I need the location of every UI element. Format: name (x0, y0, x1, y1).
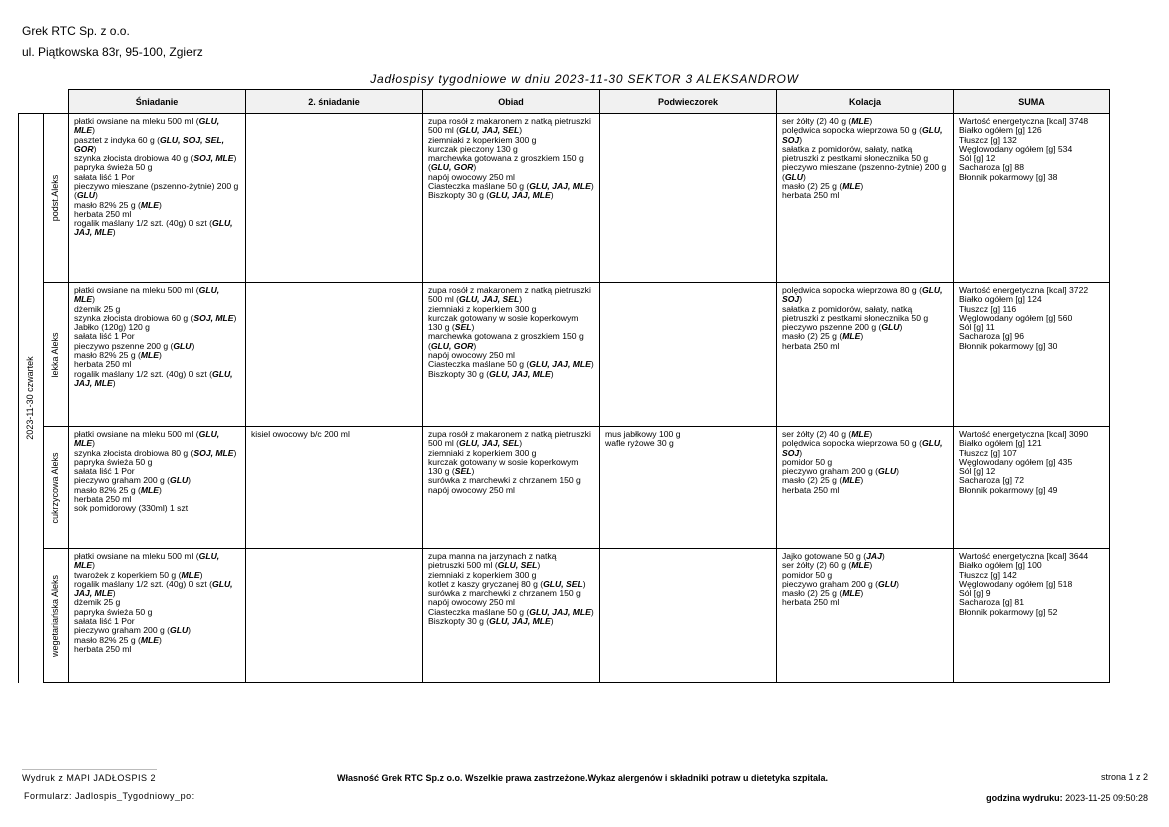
menu-item: pasztet z indyka 60 g (GLU, SOJ, SEL, GOR) (74, 134, 224, 154)
footer-form: Formularz: Jadlospis_Tygodniowy_po: (24, 791, 195, 801)
menu-item: kotlet z kaszy gryczanej 80 g (GLU, SEL) (428, 578, 586, 589)
menu-item: masło (2) 25 g (MLE) (782, 475, 864, 486)
menu-item: Jabłko (120g) 120 g (74, 322, 150, 333)
menu-item: pieczywo graham 200 g (GLU) (74, 475, 192, 486)
nutrition-item: Sacharoza [g] 81 (959, 597, 1024, 608)
meal-cell (69, 114, 246, 283)
meal-cell (600, 549, 777, 683)
meal-cell (423, 427, 600, 549)
menu-item: kurczak pieczony 130 g (428, 143, 518, 154)
menu-item: ser żółty (2) 40 g (MLE) (782, 429, 873, 439)
company-address: ul. Piątkowska 83r, 95-100, Zgierz (22, 45, 203, 59)
menu-item: płatki owsiane na mleku 500 ml (GLU, MLE) (74, 551, 220, 571)
column-header-sniadanie: Śniadanie (69, 90, 246, 114)
menu-item: dżemik 25 g (74, 597, 121, 608)
nutrition-item: Sól [g] 12 (959, 466, 996, 477)
menu-item: surówka z marchewki z chrzanem 150 g (428, 475, 581, 486)
nutrition-item: Węglowodany ogółem [g] 518 (959, 578, 1073, 589)
diet-row (19, 427, 1110, 549)
menu-table (18, 89, 1110, 683)
nutrition-item: Błonnik pokarmowy [g] 52 (959, 606, 1058, 617)
menu-item: płatki owsiane na mleku 500 ml (GLU, MLE) (74, 429, 220, 449)
nutrition-item: Białko ogółem [g] 121 (959, 438, 1042, 449)
menu-item: płatki owsiane na mleku 500 ml (GLU, MLE) (74, 116, 220, 136)
menu-item: Biszkopty 30 g (GLU, JAJ, MLE) (428, 615, 554, 626)
column-header-2-sniadanie: 2. śniadanie (246, 90, 423, 114)
menu-item: wafle ryżowe 30 g (605, 438, 674, 449)
menu-item: zupa manna na jarzynach z natką pietruszki 500 ml (GLU, SEL) (428, 551, 557, 571)
menu-item: Ciasteczka maślane 50 g (GLU, JAJ, MLE) (428, 180, 594, 191)
nutrition-item: Błonnik pokarmowy [g] 49 (959, 484, 1058, 495)
day-label: 2023-11-30 czwartek (25, 356, 36, 440)
diet-row (19, 549, 1110, 683)
menu-item: ziemniaki z koperkiem 300 g (428, 134, 537, 145)
menu-item: twarożek z koperkiem 50 g (MLE) (74, 569, 203, 580)
menu-item: rogalik maślany 1/2 szt. (40g) 0 szt (GLU, JAJ, MLE) (74, 578, 233, 599)
column-header-obiad: Obiad (423, 90, 600, 114)
menu-item: sałata liść 1 Por (74, 615, 135, 626)
diet-label: cukrzycowa Aleks (50, 451, 61, 524)
document-title: Jadłospisy tygodniowe w dniu 2023-11-30 SEKTOR 3 ALEKSANDROW (370, 72, 799, 86)
company-name: Grek RTC Sp. z o.o. (22, 24, 130, 38)
menu-item: zupa rosół z makaronem z natką pietruszki 500 ml (GLU, JAJ, SEL) (428, 285, 591, 305)
nutrition-item: Węglowodany ogółem [g] 435 (959, 456, 1073, 467)
menu-item: sałata liść 1 Por (74, 331, 135, 342)
menu-item: mus jabłkowy 100 g (605, 429, 681, 439)
menu-item: marchewka gotowana z groszkiem 150 g (GLU, GOR) (428, 153, 584, 173)
diet-cell (44, 427, 69, 549)
meal-cell (69, 427, 246, 549)
menu-item: sałatka z pomidorów, sałaty, natką pietruszki z pestkami słonecznika 50 g (782, 143, 929, 164)
menu-item: masło 82% 25 g (MLE) (74, 634, 162, 645)
menu-item: kisiel owocowy b/c 200 ml (251, 429, 350, 439)
menu-item: masło (2) 25 g (MLE) (782, 331, 864, 342)
column-header-suma: SUMA (954, 90, 1110, 114)
menu-item: pieczywo mieszane (pszenno-żytnie) 200 g (GLU) (74, 180, 239, 201)
menu-item: herbata 250 ml (74, 359, 132, 370)
menu-item: pieczywo graham 200 g (GLU) (782, 578, 900, 589)
menu-item: marchewka gotowana z groszkiem 150 g (GLU, GOR) (428, 331, 584, 351)
menu-item: pieczywo pszenne 200 g (GLU) (74, 340, 195, 351)
nutrition-item: Tłuszcz [g] 132 (959, 134, 1017, 145)
menu-item: szynka złocista drobiowa 40 g (SOJ, MLE) (74, 153, 237, 164)
meal-cell (600, 114, 777, 283)
summary-cell (954, 427, 1110, 549)
menu-item: szynka złocista drobiowa 80 g (SOJ, MLE) (74, 447, 237, 458)
diet-cell (44, 549, 69, 683)
menu-item: sok pomidorowy (330ml) 1 szt (74, 503, 189, 514)
nutrition-item: Sól [g] 12 (959, 153, 996, 164)
nutrition-item: Sacharoza [g] 96 (959, 331, 1024, 342)
nutrition-item: Sacharoza [g] 72 (959, 475, 1024, 486)
meal-cell (423, 283, 600, 427)
menu-item: pieczywo mieszane (pszenno-żytnie) 200 g (GLU) (782, 162, 947, 182)
summary-cell (954, 114, 1110, 283)
menu-item: papryka świeża 50 g (74, 606, 153, 617)
menu-item: pieczywo graham 200 g (GLU) (782, 466, 900, 477)
nutrition-item: Wartość energetyczna [kcal] 3722 (959, 285, 1089, 295)
nutrition-item: Węglowodany ogółem [g] 534 (959, 143, 1073, 154)
menu-item: napój owocowy 250 ml (428, 171, 515, 182)
menu-item: rogalik maślany 1/2 szt. (40g) 0 szt (GLU, JAJ, MLE) (74, 218, 233, 238)
nutrition-item: Białko ogółem [g] 126 (959, 125, 1042, 136)
meal-cell (423, 114, 600, 283)
meal-cell (777, 114, 954, 283)
page-number: strona 1 z 2 (1100, 772, 1148, 782)
nutrition-item: Białko ogółem [g] 124 (959, 294, 1042, 305)
menu-item: polędwica sopocka wieprzowa 80 g (GLU, SOJ) (782, 285, 943, 305)
menu-item: herbata 250 ml (782, 484, 840, 495)
menu-item: herbata 250 ml (782, 597, 840, 608)
menu-item: masło (2) 25 g (MLE) (782, 180, 864, 191)
diet-row (19, 114, 1110, 283)
footer-rule (22, 769, 157, 770)
menu-item: szynka złocista drobiowa 60 g (SOJ, MLE) (74, 312, 237, 323)
diet-label: lekka Aleks (50, 331, 61, 378)
menu-item: ziemniaki z koperkiem 300 g (428, 569, 537, 580)
menu-item: pieczywo graham 200 g (GLU) (74, 625, 192, 636)
day-cell (19, 114, 44, 683)
nutrition-item: Sól [g] 11 (959, 322, 995, 333)
menu-item: herbata 250 ml (74, 208, 132, 219)
meal-cell (777, 283, 954, 427)
nutrition-item: Błonnik pokarmowy [g] 38 (959, 171, 1058, 182)
menu-item: masło 82% 25 g (MLE) (74, 349, 162, 360)
diet-cell (44, 283, 69, 427)
menu-item: sałata liść 1 Por (74, 466, 135, 477)
menu-item: Biszkopty 30 g (GLU, JAJ, MLE) (428, 368, 554, 379)
meal-cell (423, 549, 600, 683)
menu-item: Ciasteczka maślane 50 g (GLU, JAJ, MLE) (428, 606, 594, 617)
menu-item: napój owocowy 250 ml (428, 484, 515, 495)
header-row (19, 90, 1110, 114)
menu-item: herbata 250 ml (782, 340, 840, 351)
menu-item: pomidor 50 g (782, 569, 833, 580)
meal-cell (246, 283, 423, 427)
diet-label: wegetariańska Aleks (50, 574, 61, 657)
nutrition-item: Tłuszcz [g] 107 (959, 447, 1017, 458)
menu-item: pomidor 50 g (782, 456, 833, 467)
meal-cell (69, 283, 246, 427)
summary-cell (954, 549, 1110, 683)
nutrition-item: Wartość energetyczna [kcal] 3090 (959, 429, 1089, 439)
meal-cell (246, 114, 423, 283)
print-time-value: 2023-11-25 09:50:28 (1065, 793, 1148, 803)
menu-item: zupa rosół z makaronem z natką pietruszki 500 ml (GLU, JAJ, SEL) (428, 429, 591, 449)
menu-item: pieczywo pszenne 200 g (GLU) (782, 322, 903, 333)
menu-item: napój owocowy 250 ml (428, 597, 515, 608)
nutrition-item: Węglowodany ogółem [g] 560 (959, 312, 1073, 323)
menu-item: ziemniaki z koperkiem 300 g (428, 303, 537, 314)
menu-item: herbata 250 ml (782, 190, 840, 201)
column-header-podwieczorek: Podwieczorek (600, 90, 777, 114)
diet-row (19, 283, 1110, 427)
print-time-label: godzina wydruku: (986, 793, 1063, 803)
menu-item: kurczak gotowany w sosie koperkowym 130 g (SEL) (428, 312, 579, 333)
nutrition-item: Tłuszcz [g] 116 (959, 303, 1017, 314)
menu-item: Ciasteczka maślane 50 g (GLU, JAJ, MLE) (428, 359, 594, 370)
menu-item: rogalik maślany 1/2 szt. (40g) 0 szt (GLU, JAJ, MLE) (74, 368, 233, 388)
nutrition-item: Wartość energetyczna [kcal] 3644 (959, 551, 1089, 561)
menu-item: sałata liść 1 Por (74, 171, 135, 182)
nutrition-item: Wartość energetyczna [kcal] 3748 (959, 116, 1089, 126)
blank-header (44, 90, 69, 114)
footer-software: Wydruk z MAPI JADŁOSPIS 2 (22, 773, 156, 783)
meal-cell (246, 549, 423, 683)
menu-item: surówka z marchewki z chrzanem 150 g (428, 588, 581, 599)
blank-header (19, 90, 44, 114)
meal-cell (777, 427, 954, 549)
menu-item: ziemniaki z koperkiem 300 g (428, 447, 537, 458)
menu-item: herbata 250 ml (74, 643, 132, 654)
menu-item: kurczak gotowany w sosie koperkowym 130 g (SEL) (428, 456, 579, 477)
summary-cell (954, 283, 1110, 427)
menu-item: herbata 250 ml (74, 493, 132, 504)
menu-item: papryka świeża 50 g (74, 456, 153, 467)
menu-item: masło (2) 25 g (MLE) (782, 588, 864, 599)
diet-cell (44, 114, 69, 283)
menu-item: ser żółty (2) 40 g (MLE) (782, 116, 873, 126)
menu-item: dżemik 25 g (74, 303, 121, 314)
print-time (986, 793, 1148, 803)
nutrition-item: Tłuszcz [g] 142 (959, 569, 1017, 580)
menu-item: ser żółty (2) 60 g (MLE) (782, 560, 873, 571)
meal-cell (246, 427, 423, 549)
nutrition-item: Sól [g] 9 (959, 588, 991, 599)
nutrition-item: Błonnik pokarmowy [g] 30 (959, 340, 1058, 351)
menu-item: Jajko gotowane 50 g (JAJ) (782, 551, 885, 561)
menu-item: zupa rosół z makaronem z natką pietruszki 500 ml (GLU, JAJ, SEL) (428, 116, 591, 136)
column-header-kolacja: Kolacja (777, 90, 954, 114)
menu-item: Biszkopty 30 g (GLU, JAJ, MLE) (428, 190, 554, 201)
menu-item: masło 82% 25 g (MLE) (74, 484, 162, 495)
footer-copyright: Własność Grek RTC Sp.z o.o. Wszelkie prawa zastrzeżone.Wykaz alergenów i składniki potraw u dietetyka szpitala. (337, 773, 828, 783)
menu-item: polędwica sopocka wieprzowa 50 g (GLU, SOJ) (782, 125, 943, 145)
menu-item: sałatka z pomidorów, sałaty, natką pietruszki z pestkami słonecznika 50 g (782, 303, 929, 323)
nutrition-item: Sacharoza [g] 88 (959, 162, 1024, 173)
nutrition-item: Białko ogółem [g] 100 (959, 560, 1042, 571)
menu-item: płatki owsiane na mleku 500 ml (GLU, MLE) (74, 285, 220, 305)
diet-label: podst.Aleks (50, 174, 61, 222)
menu-item: polędwica sopocka wieprzowa 50 g (GLU, SOJ) (782, 438, 943, 458)
meal-cell (69, 549, 246, 683)
meal-cell (600, 283, 777, 427)
menu-item: napój owocowy 250 ml (428, 349, 515, 360)
meal-cell (777, 549, 954, 683)
meal-cell (600, 427, 777, 549)
menu-item: papryka świeża 50 g (74, 162, 153, 173)
menu-item: masło 82% 25 g (MLE) (74, 199, 162, 210)
